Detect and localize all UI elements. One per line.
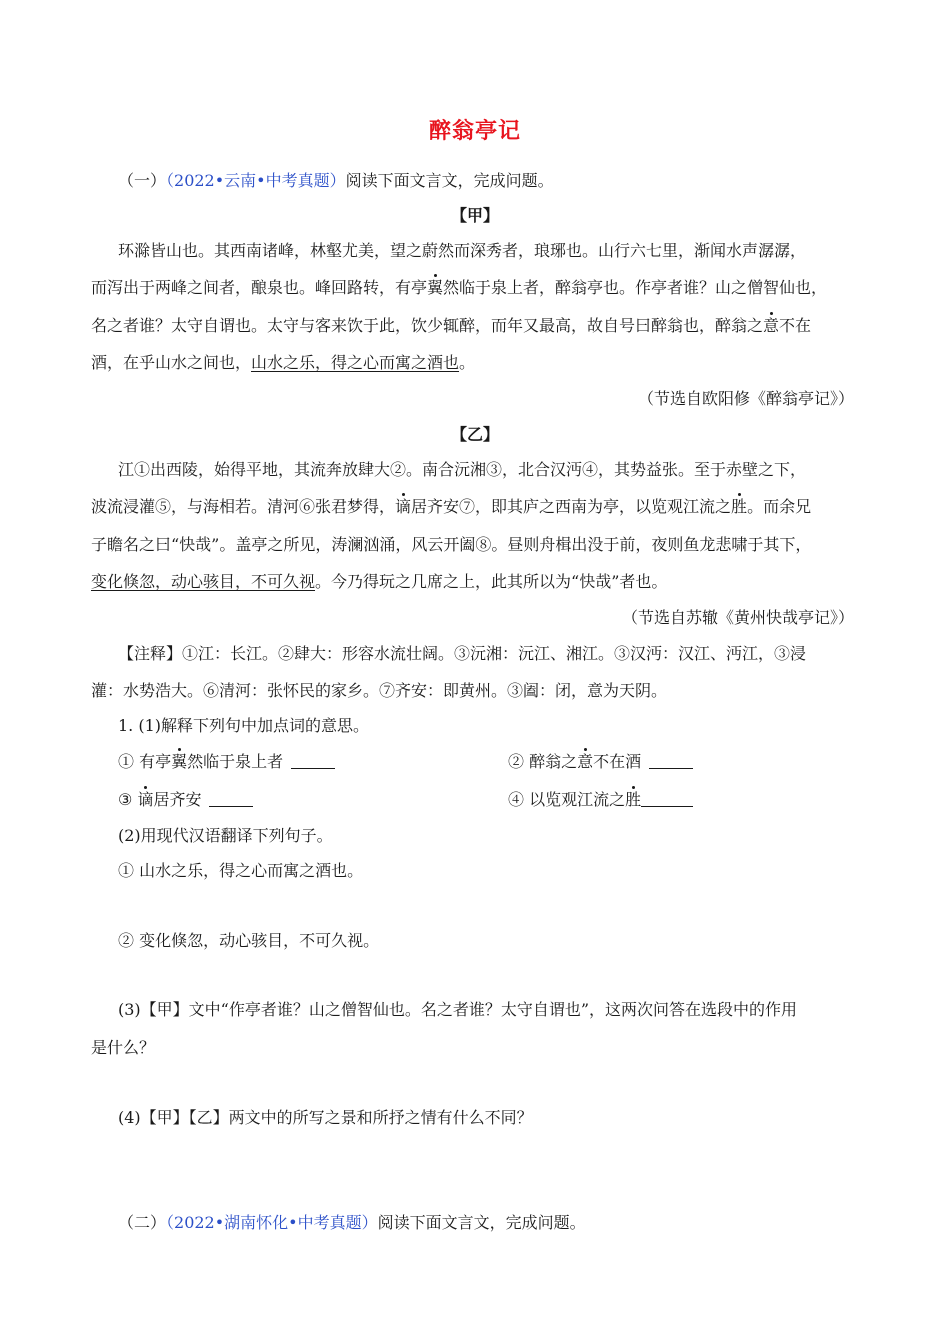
question-item-1: ① 有亭翼然临于泉上者 — [118, 751, 335, 773]
translate-item-1: ① 山水之乐，得之心而寓之酒也。 — [118, 861, 364, 880]
question-2-prompt: (2)用现代汉语翻译下列句子。 — [118, 826, 333, 845]
answer-blank[interactable] — [649, 754, 693, 769]
question-item-2: ② 醉翁之意不在酒 — [508, 751, 693, 773]
question-3-line-2: 是什么？ — [91, 1038, 156, 1057]
jia-header: 【甲】 — [450, 206, 499, 225]
question-4: (4)【甲】【乙】两文中的所写之景和所抒之情有什么不同？ — [118, 1108, 533, 1127]
yi-header: 【乙】 — [450, 425, 499, 444]
yi-line-1: 江①出西陵，始得平地，其流奔放肆大②。南合沅湘③，北合汉沔④，其势益张。至于赤壁之下， — [118, 460, 807, 479]
section-1-source[interactable]: （2022•云南•中考真题） — [166, 171, 346, 190]
section-2-prefix: （二） — [118, 1213, 167, 1232]
yi-line-3: 子瞻名之曰“快哉”。盖亭之所见，涛澜汹涌，风云开阖⑧。昼则舟楫出没于前，夜则鱼龙悲啸于其下， — [91, 535, 812, 554]
section-1-prefix: （一） — [118, 171, 167, 190]
notes-line-1: 【注释】①江：长江。②肆大：形容水流壮阔。③沅湘：沅江、湘江。③汉沔：汉江、沔江，③浸 — [118, 644, 807, 663]
answer-blank[interactable] — [291, 754, 335, 769]
translate-item-2: ② 变化倏忽，动心骇目，不可久视。 — [118, 931, 380, 950]
jia-line-3: 名之者谁？太守自谓也。太守与客来饮于此，饮少辄醉，而年又最高，故自号曰醉翁也，醉翁之意不在 — [91, 316, 812, 335]
answer-blank[interactable] — [641, 792, 693, 807]
section-2-instruction: 阅读下面文言文，完成问题。 — [377, 1213, 586, 1232]
notes-line-2: 灌：水势浩大。⑥清河：张怀民的家乡。⑦齐安：即黄州。③阖：闭，意为天阴。 — [91, 681, 668, 700]
jia-line-4: 酒，在乎山水之间也，山水之乐，得之心而寓之酒也。 — [91, 353, 476, 372]
jia-line-2: 而泻出于两峰之间者，酿泉也。峰回路转，有亭翼然临于泉上者，醉翁亭也。作亭者谁？山之僧智仙也， — [91, 278, 828, 297]
yi-line-2: 波流浸灌⑤，与海相若。清河⑥张君梦得，谪居齐安⑦，即其庐之西南为亭，以览观江流之胜。而余兄 — [91, 497, 812, 516]
page-title: 醉翁亭记 — [428, 119, 521, 144]
jia-line-1: 环滁皆山也。其西南诸峰，林壑尤美，望之蔚然而深秀者，琅琊也。山行六七里，渐闻水声潺潺， — [118, 241, 807, 260]
question-item-4: ④ 以览观江流之胜 — [508, 789, 693, 811]
jia-credit: （节选自欧阳修《醉翁亭记》） — [637, 389, 854, 408]
answer-blank[interactable] — [209, 792, 253, 807]
section-2-source[interactable]: （2022•湖南怀化•中考真题） — [166, 1213, 378, 1232]
section-2-heading — [118, 1212, 586, 1234]
question-3-line-1: (3)【甲】文中“作亭者谁？山之僧智仙也。名之者谁？太守自谓也”，这两次问答在选段中的作用 — [118, 1000, 798, 1019]
section-1-heading — [118, 170, 554, 192]
yi-credit: （节选自苏辙《黄州快哉亭记》） — [621, 608, 854, 627]
section-1-instruction: 阅读下面文言文，完成问题。 — [345, 171, 554, 190]
yi-line-4: 变化倏忽，动心骇目，不可久视。今乃得玩之几席之上，此其所以为“快哉”者也。 — [91, 572, 668, 591]
question-1-prompt: 1. (1)解释下列句中加点词的意思。 — [118, 716, 370, 735]
question-item-3: ③ 谪居齐安 — [118, 789, 253, 811]
